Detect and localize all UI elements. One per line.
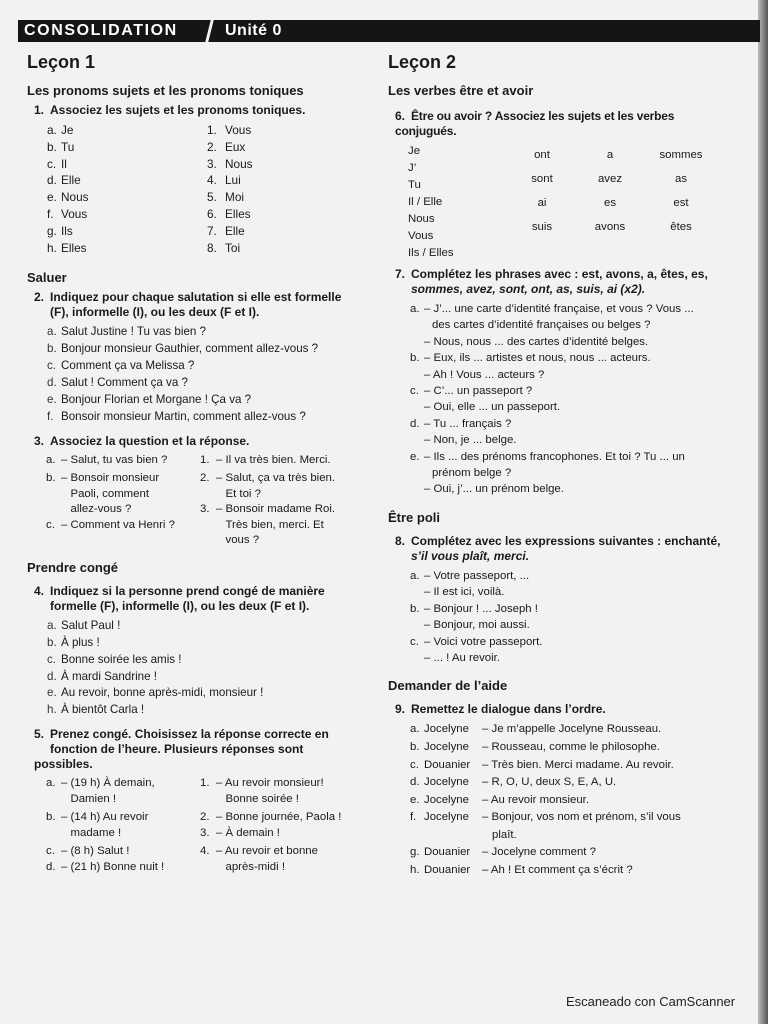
q7-b-line2: – Ah ! Vous ... acteurs ?	[424, 368, 545, 381]
item-letter: e.	[47, 393, 57, 406]
q9-letter: d.	[410, 776, 420, 789]
q5-r2-text: – Bonne journée, Paola !	[216, 811, 342, 824]
q5-c-text: – (8 h) Salut !	[61, 845, 130, 858]
q5-r1-line1: – Au revoir monsieur!	[216, 777, 324, 790]
q4-number: 4.	[34, 583, 45, 598]
q2-item	[47, 409, 363, 426]
q9-number: 9.	[395, 702, 406, 717]
q3-r3-number: 3.	[200, 503, 210, 516]
q7-text-line1: Complétez les phrases avec : est, avons, a, êtes, es,	[411, 267, 708, 281]
q5-r4-line1: – Au revoir et bonne	[216, 845, 318, 858]
q2-item	[47, 375, 363, 392]
q6-pronoun: Ils / Elles	[408, 247, 454, 259]
q8-b-line1: – Bonjour ! ... Joseph !	[424, 602, 538, 615]
q8-c-line1: – Voici votre passeport.	[424, 635, 543, 648]
q5-instruction	[34, 727, 363, 772]
section-demander-aide: Demander de l’aide	[388, 678, 508, 694]
q9-letter: b.	[410, 740, 420, 753]
q9-line-text: – Jocelyne comment ?	[482, 846, 596, 859]
q4-item	[47, 618, 363, 635]
q7-number: 7.	[395, 267, 406, 281]
q1-left-item	[47, 139, 207, 156]
q9-letter: e.	[410, 793, 420, 806]
q1-right-text: Elles	[225, 206, 251, 221]
q7-d-letter: d.	[410, 417, 420, 430]
q1-left-marker: h.	[47, 240, 57, 255]
q9-line-text: – Très bien. Merci madame. Au revoir.	[482, 758, 674, 771]
section-pronoms: Les pronoms sujets et les pronoms toniques	[27, 83, 304, 98]
q4-instruction	[34, 584, 363, 614]
q9-item	[410, 774, 734, 792]
q9-speaker: Jocelyne	[424, 811, 469, 824]
q9-item	[410, 809, 734, 844]
q8-number: 8.	[395, 533, 406, 548]
q6-verb: ai	[537, 197, 547, 209]
q7-a-line3: – Nous, nous ... des cartes d’identité belges.	[424, 335, 649, 348]
q6-verb: as	[674, 173, 688, 185]
q9-speaker: Jocelyne	[424, 793, 469, 806]
q2-item	[47, 392, 363, 409]
q3-b-line2: Paoli, comment	[70, 487, 149, 500]
q8-items	[388, 568, 734, 666]
q9-line	[482, 844, 734, 862]
q1-right-text: Moi	[225, 190, 245, 205]
q1-right-item	[207, 122, 253, 139]
q2-item	[47, 358, 363, 375]
q1-right-item	[207, 223, 253, 240]
q9-speaker: Douanier	[424, 758, 471, 771]
q1-instruction	[34, 103, 363, 118]
q1-right-item	[207, 240, 253, 257]
q7-b-letter: b.	[410, 352, 420, 365]
q9-line-text: – Ah ! Et comment ça s’écrit ?	[482, 864, 633, 877]
q1-right-text: Toi	[225, 240, 241, 255]
q8-c-letter: c.	[410, 635, 419, 648]
q1-right-text: Elle	[225, 223, 245, 238]
consolidation-label: CONSOLIDATION	[24, 22, 178, 39]
q6-pronoun-list	[408, 143, 454, 262]
q5-r3-number: 3.	[200, 826, 210, 839]
q2-items	[47, 324, 363, 425]
q3-row-2	[46, 471, 363, 518]
q5-b-line1: – (14 h) Au revoir	[61, 811, 149, 824]
q6-verb: avez	[597, 173, 623, 185]
q1-left-marker: e.	[47, 190, 57, 205]
q1-left-text: Nous	[61, 190, 89, 205]
q8-instruction	[395, 534, 734, 564]
unit-label	[205, 20, 284, 42]
q6-verb: sont	[531, 173, 553, 185]
q3-b-letter: b.	[46, 472, 56, 485]
q9-letter: g.	[410, 846, 420, 859]
q9-item	[410, 792, 734, 810]
q8-a-line1: – Votre passeport, ...	[424, 569, 530, 582]
q9-item	[410, 739, 734, 757]
q9-line	[482, 792, 734, 810]
unit-text: Unité 0	[225, 22, 282, 39]
q7-c-line1: – C’... un passeport ?	[424, 385, 533, 398]
q3-number: 3.	[34, 433, 45, 448]
item-text: Salut ! Comment ça va ?	[61, 376, 188, 390]
q9-text: Remettez le dialogue dans l’ordre.	[411, 702, 606, 717]
q1-right-text: Eux	[225, 139, 246, 154]
q8-text-line1: Complétez avec les expressions suivantes : enchanté,	[411, 533, 721, 548]
q9-line	[482, 757, 734, 775]
q8-b	[410, 601, 734, 617]
q9-line-text: – R, O, U, deux S, E, A, U.	[482, 776, 617, 789]
q5-number: 5.	[34, 727, 45, 742]
consolidation-header	[18, 20, 760, 42]
q7-text-line2: sommes, avez, sont, ont, as, suis, ai (x2).	[411, 282, 646, 296]
item-text: Salut Paul !	[61, 618, 121, 632]
q9-item	[410, 844, 734, 862]
q3-row-1	[46, 453, 363, 469]
q7-a-letter: a.	[410, 303, 420, 315]
q5-c-letter: c.	[46, 845, 55, 858]
q3-r1-number: 1.	[200, 453, 210, 466]
q1-right-text: Lui	[225, 173, 241, 188]
section-etre-poli: Être poli	[388, 509, 441, 525]
q9-speaker: Jocelyne	[424, 740, 469, 753]
q6-verb: est	[673, 197, 689, 209]
q7-d-line2: – Non, je ... belge.	[424, 434, 517, 447]
item-letter: a.	[47, 325, 57, 339]
q6-number: 6.	[395, 109, 406, 123]
item-text: Bonjour Florian et Morgane ! Ça va ?	[61, 393, 252, 406]
q1-right-marker: 3.	[207, 156, 217, 171]
q9-letter: a.	[410, 723, 420, 736]
q7-a	[410, 301, 734, 317]
q8-b-line2: – Bonjour, moi aussi.	[424, 619, 530, 632]
q9-instruction	[395, 702, 734, 717]
q1-left-item	[47, 240, 207, 257]
q9-line-text: – Bonjour, vos nom et prénom, s’il vous	[482, 811, 681, 824]
q1-left-marker: f.	[47, 206, 54, 221]
q2-item	[47, 341, 363, 358]
item-text: Bonjour monsieur Gauthier, comment allez-vous ?	[61, 342, 319, 356]
q1-right-text: Vous	[225, 123, 252, 137]
q9-dialogue	[388, 721, 734, 879]
q4-text-line2: formelle (F), informelle (I), ou les deux (F et I).	[50, 598, 310, 613]
q4-item	[47, 635, 363, 652]
q8-a-letter: a.	[410, 569, 420, 582]
q3-r3-line3: vous ?	[225, 534, 260, 547]
q5-d-text: – (21 h) Bonne nuit !	[61, 860, 165, 873]
camscanner-footer: Escaneado con CamScanner	[566, 994, 736, 1009]
q7-c-line2: – Oui, elle ... un passeport.	[424, 401, 561, 414]
q5-a-letter: a.	[46, 777, 56, 790]
lecon-1-title: Leçon 1	[27, 52, 96, 72]
item-letter: c.	[47, 652, 57, 666]
q1-left-text: Elle	[61, 173, 81, 188]
item-text: Au revoir, bonne après-midi, monsieur !	[61, 686, 264, 700]
right-column	[388, 52, 734, 880]
item-text: Bonne soirée les amis !	[61, 652, 182, 666]
item-text: À mardi Sandrine !	[61, 669, 158, 683]
q5-r1-line2: Bonne soirée !	[225, 792, 299, 805]
q3-c-letter: c.	[46, 518, 55, 531]
q6-verb: suis	[531, 221, 553, 233]
q7-instruction	[395, 267, 734, 297]
q5-b-letter: b.	[46, 811, 56, 824]
q7-c	[410, 383, 734, 399]
q5-a-line1: – (19 h) À demain,	[61, 777, 155, 790]
section-prendre-conge: Prendre congé	[27, 559, 119, 575]
q3-r2-line1: – Salut, ça va très bien.	[216, 472, 336, 485]
q7-a-line1: – J’... une carte d’identité française, et vous ? Vous ...	[424, 303, 694, 315]
item-letter: h.	[47, 703, 57, 717]
q1-right-marker: 2.	[207, 139, 217, 154]
q7-e	[410, 449, 734, 465]
item-text: Comment ça va Melissa ?	[61, 359, 195, 373]
q1-number: 1.	[34, 103, 45, 117]
q9-item	[410, 862, 734, 880]
q5-r2-number: 2.	[200, 811, 210, 824]
section-etre-avoir: Les verbes être et avoir	[388, 83, 534, 98]
q2-number: 2.	[34, 290, 45, 305]
q6-verb: sommes	[659, 149, 703, 161]
item-letter: f.	[47, 409, 54, 423]
q9-speaker: Jocelyne	[424, 723, 469, 736]
q1-left-marker: d.	[47, 173, 57, 188]
q9-letter: f.	[410, 811, 417, 824]
q6-instruction	[395, 109, 734, 139]
q2-text-line1: Indiquez pour chaque salutation si elle est formelle	[50, 290, 342, 305]
q9-line	[482, 774, 734, 792]
q1-right-marker: 4.	[207, 173, 217, 188]
q3-text: Associez la question et la réponse.	[50, 433, 250, 448]
q3-r2-line2: Et toi ?	[225, 487, 261, 500]
q1-left-item	[47, 172, 207, 189]
q1-left-text: Vous	[61, 206, 88, 221]
q1-left-item	[47, 206, 207, 223]
q9-line	[482, 739, 734, 757]
q1-right-marker: 7.	[207, 223, 217, 238]
section-saluer: Saluer	[27, 270, 67, 286]
q7-e-line1: – Ils ... des prénoms francophones. Et toi ? Tu ... un	[424, 450, 685, 463]
q3-r3-line2: Très bien, merci. Et	[225, 518, 324, 531]
q1-left-text: Il	[61, 156, 67, 171]
q1-right-item	[207, 139, 253, 156]
q3-a-text: – Salut, tu vas bien ?	[61, 453, 168, 466]
q3-c-text: – Comment va Henri ?	[61, 518, 175, 531]
q1-left-text: Ils	[61, 223, 73, 238]
q5-row-1	[46, 776, 363, 807]
q9-item	[410, 721, 734, 739]
q1-matching	[27, 122, 363, 256]
q9-line-text: – Au revoir monsieur.	[482, 793, 589, 806]
q1-left-text: Je	[61, 123, 74, 137]
item-text: À plus !	[61, 635, 100, 649]
q4-item	[47, 669, 363, 686]
q1-right-marker: 8.	[207, 240, 217, 255]
q6-text: Être ou avoir ? Associez les sujets et les verbes conjugués.	[395, 109, 675, 138]
q9-line	[482, 809, 734, 844]
q8-a	[410, 568, 734, 584]
q1-right-marker: 6.	[207, 206, 217, 221]
q9-item	[410, 757, 734, 775]
q5-row-3	[46, 844, 363, 875]
q4-item	[47, 652, 363, 669]
q5-r3-text: – À demain !	[216, 826, 280, 839]
q6-pronoun: Nous	[408, 213, 435, 225]
q6-pronoun: Je	[408, 145, 421, 157]
q9-line-text: – Je m’appelle Jocelyne Rousseau.	[482, 723, 662, 736]
q7-d-line1: – Tu ... français ?	[424, 417, 512, 430]
q8-b-letter: b.	[410, 602, 420, 615]
q6-pronoun: Il / Elle	[408, 196, 443, 208]
q8-c	[410, 634, 734, 650]
q8-c-line2: – ... ! Au revoir.	[424, 651, 500, 664]
q9-line	[482, 721, 734, 739]
q8-text-line2: s’il vous plaît, merci.	[411, 548, 530, 563]
item-letter: d.	[47, 376, 57, 390]
q1-right-item	[207, 156, 253, 173]
q1-left-marker: g.	[47, 223, 57, 238]
q1-left-item	[47, 156, 207, 173]
item-text: Salut Justine ! Tu vas bien ?	[61, 325, 207, 339]
q1-left-marker: b.	[47, 139, 57, 154]
q1-left-text: Tu	[61, 139, 75, 154]
q6-pronoun: J’	[408, 162, 417, 174]
q6-pronoun: Tu	[408, 179, 421, 191]
q5-r1-number: 1.	[200, 777, 210, 790]
q5-row-2	[46, 810, 363, 841]
q4-item	[47, 685, 363, 702]
q7-b	[410, 350, 734, 366]
q1-right-marker: 1.	[207, 123, 217, 137]
q7-a-line2: des cartes d’identité françaises ou belges ?	[432, 319, 651, 332]
item-letter: c.	[47, 359, 57, 373]
q3-row-3	[46, 518, 363, 549]
q6-verb: avons	[594, 221, 626, 233]
q9-letter: h.	[410, 864, 420, 877]
q7-c-letter: c.	[410, 385, 419, 398]
q7-e-line2: prénom belge ?	[432, 467, 512, 480]
q7-items	[388, 301, 734, 498]
item-letter: b.	[47, 635, 57, 649]
q2-item	[47, 324, 363, 341]
q1-left-item	[47, 223, 207, 240]
q9-line-text: – Rousseau, comme le philosophe.	[482, 740, 660, 753]
q1-left-marker: c.	[47, 156, 57, 171]
q4-items	[47, 618, 363, 719]
q3-r2-number: 2.	[200, 472, 210, 485]
item-letter: a.	[47, 618, 57, 632]
q5-d-letter: d.	[46, 860, 56, 873]
q2-text-line2: (F), informelle (I), ou les deux (F et I).	[50, 305, 260, 320]
q9-line	[482, 862, 734, 880]
lecon-2-title: Leçon 2	[388, 52, 457, 72]
left-column	[27, 52, 363, 875]
page-edge-shadow	[758, 0, 768, 1024]
q9-speaker: Douanier	[424, 846, 471, 859]
q4-text-line1: Indiquez si la personne prend congé de manière	[50, 583, 325, 598]
q1-right-item	[207, 206, 253, 223]
q6-verb: es	[603, 197, 617, 209]
q8-a-line2: – Il est ici, voilà.	[424, 586, 505, 599]
q1-left-list	[47, 122, 207, 256]
q9-letter: c.	[410, 758, 419, 771]
q1-left-item	[47, 189, 207, 206]
q1-left-text: Elles	[61, 240, 87, 255]
q1-left-item	[47, 122, 207, 139]
q4-item	[47, 702, 363, 719]
q5-b-line2: madame !	[70, 826, 122, 839]
q5-a-line2: Damien !	[70, 792, 117, 805]
q1-left-marker: a.	[47, 123, 57, 137]
item-text: Bonsoir monsieur Martin, comment allez-vous ?	[61, 409, 306, 423]
q1-right-marker: 5.	[207, 190, 217, 205]
q3-instruction	[34, 434, 363, 449]
q5-text-line2: fonction de l’heure. Plusieurs réponses sont possibles.	[34, 742, 304, 772]
item-text: À bientôt Carla !	[61, 703, 145, 717]
q6-verb: êtes	[670, 221, 692, 233]
q1-text: Associez les sujets et les pronoms toniques.	[50, 103, 306, 117]
q5-text-line1: Prenez congé. Choisissez la réponse correcte en	[50, 727, 329, 742]
q7-d	[410, 416, 734, 432]
item-letter: b.	[47, 342, 57, 356]
q6-conjugation-grid	[408, 143, 734, 259]
q3-b-line3: allez-vous ?	[70, 503, 132, 516]
q5-r4-number: 4.	[200, 845, 210, 858]
q3-r3-line1: – Bonsoir madame Roi.	[216, 503, 336, 516]
q3-b-line1: – Bonsoir monsieur	[61, 472, 160, 485]
item-letter: d.	[47, 669, 57, 683]
q3-r1-text: – Il va très bien. Merci.	[216, 453, 331, 466]
q1-right-item	[207, 189, 253, 206]
q1-right-list	[207, 122, 253, 256]
q6-verb: ont	[534, 149, 550, 161]
q1-right-item	[207, 172, 253, 189]
q5-r4-line2: après-midi !	[225, 860, 286, 873]
q7-e-line3: – Oui, j’... un prénom belge.	[424, 483, 564, 496]
q6-verb: a	[606, 149, 614, 161]
q2-instruction	[34, 290, 363, 320]
item-letter: e.	[47, 686, 57, 700]
q3-a-letter: a.	[46, 453, 56, 466]
q9-speaker: Jocelyne	[424, 776, 469, 789]
q6-pronoun: Vous	[408, 230, 434, 242]
q9-speaker: Douanier	[424, 864, 471, 877]
q1-right-text: Nous	[225, 156, 253, 171]
q9-line-cont: plaît.	[492, 828, 517, 841]
q7-e-letter: e.	[410, 450, 420, 463]
q7-b-line1: – Eux, ils ... artistes et nous, nous ... acteurs.	[424, 352, 651, 365]
